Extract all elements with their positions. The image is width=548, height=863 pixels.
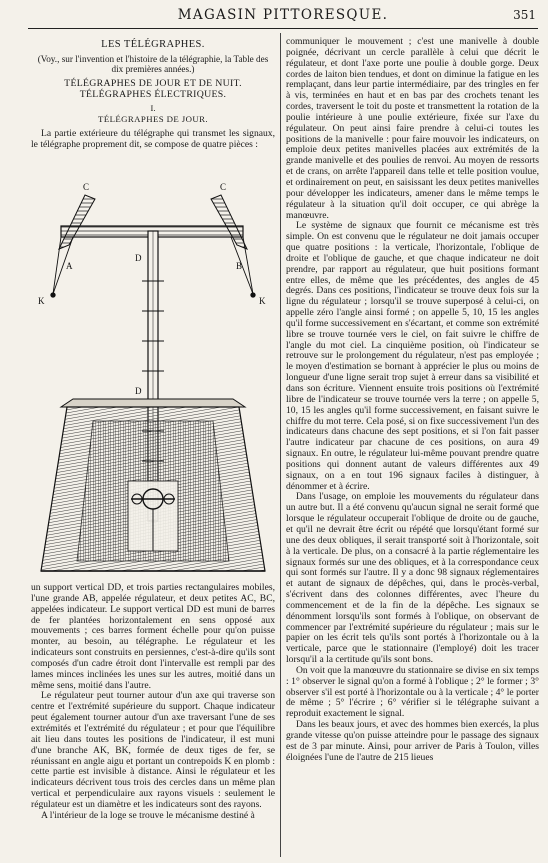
post-interior (41, 407, 265, 571)
paragraph: On voit que la manœuvre du stationnaire se divise en six temps : 1° observer le signal qu'on a formé à l'oblique ; 2° le former ; 3° observer s'il est porté à l'horizontale ou à la verticale ; 4° le porter de même ; 5° l'écrire ; 6° vérifier si le télégraphe suivant a reproduit exactement le signal. (286, 664, 539, 720)
paragraph: A l'intérieur de la loge se trouve le mécanisme destiné à (41, 809, 255, 821)
figure-label-c-right: C (220, 182, 227, 192)
figure-label-c-left: C (83, 182, 90, 192)
column-divider (280, 33, 281, 857)
paragraph: Dans les beaux jours, et avec des hommes bien exercés, la plus grande vitesse qu'on puisse atteindre pour le passage des signaux est de 3 par minute. Ainsi, pour arriver de Paris à Toulon, villes éloignées l'une de l'autre de 215 lieues (286, 719, 539, 763)
figure-label-b: B (236, 261, 243, 271)
running-title: MAGASIN PITTORESQUE. (177, 7, 389, 23)
article-title: LES TÉLÉGRAPHES. (101, 39, 205, 50)
page-header (28, 7, 538, 29)
paragraph: Le régulateur peut tourner autour d'un axe qui traverse son centre et l'extrémité supérieure du support. Chaque indicateur peut également tourner autour d'un axe traversant l'une de ses extrémités et l'extrémité du régulateur ; et pour que l'équilibre ait lieu dans toutes les positions de l'indicateur, il est muni d'une branche AK, BK, formée de deux tiges de fer, se réunissant en angle aigu et portant un contrepoids K en plomb : cette partie est invisible à distance. Ainsi le régulateur et les indicateurs décrivent tous trois des cercles dans un même plan vertical et perpendiculaire aux rayons visuels : seulement le régulateur est un diamètre et les indicateurs sont des rayons. (31, 690, 275, 810)
section-title: TÉLÉGRAPHES DE JOUR. (98, 114, 208, 125)
figure-label-d-top: D (135, 253, 142, 263)
paragraph: Dans l'usage, on emploie les mouvements du régulateur dans un autre but. Il a été convenu qu'aucun signal ne serait formé que lorsque le régulateur occuperait l'oblique de droite ou de gauche, et qu'il ne devrait être écrit ou répété que lorsqu'étant formé sur une des deux obliques, il serait transporté soit à l'horizontale, soit à la verticale. De plus, on a consacré à la partie réglementaire les signaux formés sur une des obliques, et à la correspondance ceux qui sont formés sur l'autre. Il y a donc 98 signaux réglementaires et autant de signaux de dépêches, qui, dans le procès-verbal, s'écrivent dans des colonnes différentes, avec l'heure du commencement et de la fin de la dépêche. Les signaux se dénomment lorsqu'ils sont formés à l'oblique, on observant de commencer par l'extrémité supérieure du régulateur ; mais sur le papier on les écrit tels qu'ils sont portés à l'horizontale ou à la verticale, parce que le stationnaire (l'employé) doit les tracer lorsqu'il a la certitude qu'ils sont bons. (286, 491, 539, 666)
section-number: I. (150, 103, 156, 114)
header-rule (28, 28, 538, 29)
figure-label-k-left: K (38, 296, 45, 306)
figure-label-d-bottom: D (135, 386, 142, 396)
reference-note: (Voy., sur l'invention et l'histoire de la télégraphie, la Table des dix premières années.) (37, 53, 269, 75)
subtitle-electric: TÉLÉGRAPHES ÉLECTRIQUES. (79, 89, 227, 101)
figure-label-a: A (66, 261, 73, 271)
paragraph: Le système de signaux que fournit ce mécanisme est très simple. On est convenu que le régulateur ne doit jamais occuper que quatre positions : la verticale, l'horizontale, l'oblique de droite et l'oblique de gauche, et que chaque indicateur ne doit prendre, par rapport au régulateur, que huit positions formant entre elles, de même que les précédentes, des angles de 45 degrés. Dans ces positions, l'indicateur se trouve deux fois sur la ligne du régulateur ; lorsqu'il se trouve superposé à celui-ci, on appelle zéro l'angle ainsi formé ; on appelle 5, 10, 15 les angles qu'il forme successivement en s'écartant, et comme son extrémité libre se trouve tournée vers le ciel, on fait suivre le chiffre de l'angle du mot ciel. La cinquième position, où l'indicateur se retrouve sur le prolongement du régulateur, n'est pas employée ; le moyen d'estimation se bornant à apprécier le plus ou moins de longueur d'une ligne serait trop sujet à erreur dans sa visibilité et dans son écriture. Viennent ensuite trois positions où l'extrémité libre de l'indicateur se trouve tournée vers la terre ; on appelle 5, 10, 15 les angles qu'il forme successivement, en faisant suivre le chiffre du mot terre. Cela posé, si on fixe successivement l'un des indicateurs dans chacune des sept positions, et si l'on fait passer l'autre indicateur par chacune de ces positions, on aura 49 signaux. En outre, le régulateur lui-même pouvant prendre quatre positions qui donnent autant de valeurs différentes aux 49 signaux, on a en tout 196 signaux faciles à distinguer, à dénommer et à écrire. (286, 220, 539, 492)
paragraph: communiquer le mouvement ; c'est une manivelle à double poignée, décrivant un cercle parallèle à celui que décrit le régulateur, et dont l'axe porte une poulie à double gorge. Deux cordes de laiton bien tendues, et dont on diminue la fatigue en les remplaçant, dans leur partie intermédiaire, par des tringles en fer à vis, terminées en haut et en bas par des crochets tenant les cordes, traversent le toit du poste et transmettent la rotation de la poulie intérieure à une poulie extérieure, fixée sur l'axe du régulateur. On peut ainsi faire prendre à celui-ci toutes les positions de la manivelle : pour faire mouvoir les indicateurs, on emploie deux petites manivelles placées aux extrémités de la grande manivelle et des poulies de renvoi. Au moyen de ressorts et de crans, on arrête l'appareil dans telle et telle position voulue, et ordinairement on peut, en saisissant les deux petites manivelles pour développer les indicateurs, amener dans le même temps le régulateur à la situation qu'il doit occuper, ce qui abrège la manœuvre. (286, 37, 539, 221)
subtitle-day-night: TÉLÉGRAPHES DE JOUR ET DE NUIT. (64, 78, 242, 90)
paragraph: un support vertical DD, et trois parties rectangulaires mobiles, l'une grande AB, appelée régulateur, et deux petites AC, BC, appelées indicateur. Le support vertical DD est muni de barres de fer plantées horizontalement en sens opposé aux mouvements ; ces barres forment échelle pour qu'on puisse monter, au besoin, au télégraphe. Le régulateur et les indicateurs sont construits en persiennes, c'est-à-dire qu'ils sont composés d'un cadre étroit dont l'intervalle est rempli par des lames minces inclinées les unes sur les autres, moitié dans un même sens, moitié dans l'autre. (31, 583, 275, 691)
intro-paragraph: La partie extérieure du télégraphe qui transmet les signaux, le télégraphe proprement dit, se compose de quatre pièces : (31, 127, 275, 150)
left-indicator (59, 195, 95, 249)
right-indicator (211, 195, 247, 249)
page-number: 351 (513, 8, 536, 22)
left-column-bottom (31, 583, 275, 859)
left-column-top (31, 40, 275, 151)
right-column (286, 37, 539, 860)
telegraph-engraving (33, 181, 273, 579)
figure-label-k-right: K (259, 296, 266, 306)
roof (61, 399, 245, 407)
